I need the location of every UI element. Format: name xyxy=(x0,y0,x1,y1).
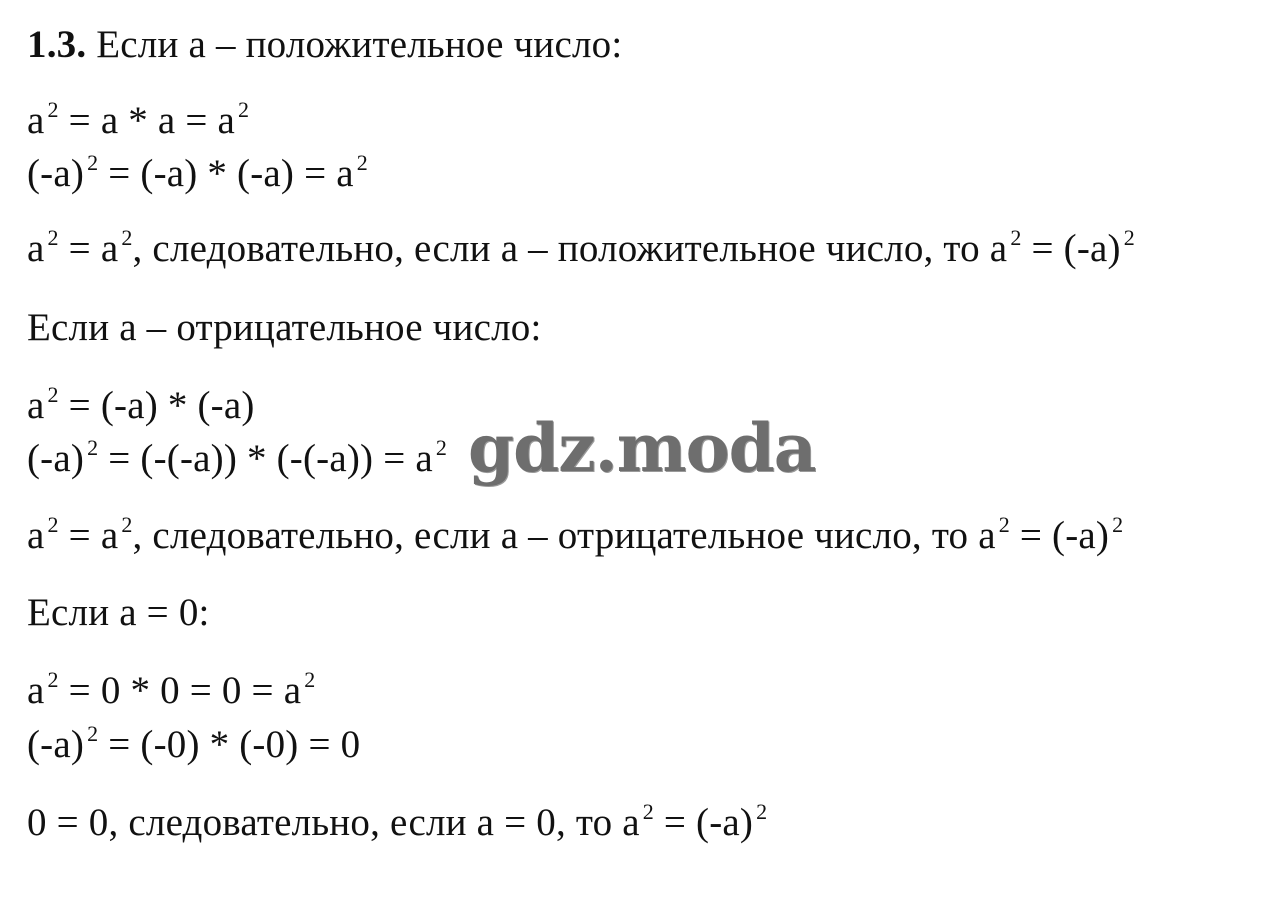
watermark-logo: gdz.moda xyxy=(468,409,816,487)
negative-heading: Если а – отрицательное число: xyxy=(27,306,542,349)
positive-eq-1: a $^2$ = a * a = a $^2$ xyxy=(27,97,250,142)
problem-condition: Если а – положительное число: xyxy=(96,23,623,66)
problem-number: 1.3. xyxy=(27,23,87,66)
positive-eq-2: (-a) $^2$ = (-a) * (-a) = a $^2$ xyxy=(27,150,368,195)
zero-eq-2: (-a) $^2$ = (-0) * (-0) = 0 xyxy=(27,721,361,766)
negative-eq-2: (-a) $^2$ = (-(-a)) * (-(-a)) = a $^2$ xyxy=(27,435,448,480)
zero-conclusion: 0 = 0, следовательно, если а = 0, то a $^2$ = (-a) $^2$ xyxy=(27,799,768,844)
negative-eq-1: a $^2$ = (-a) * (-a) xyxy=(27,382,255,427)
zero-eq-1: a $^2$ = 0 * 0 = 0 = a $^2$ xyxy=(27,667,316,712)
negative-conclusion: a $^2$ = a $^2$, следовательно, если а – отрицательное число, то a $^2$ = (-a) $^2$ xyxy=(27,512,1124,557)
zero-heading: Если а = 0: xyxy=(27,591,210,634)
positive-conclusion: a $^2$ = a $^2$, следовательно, если а – положительное число, то a $^2$ = (-a) $^2$ xyxy=(27,225,1135,270)
problem-header xyxy=(27,22,622,68)
